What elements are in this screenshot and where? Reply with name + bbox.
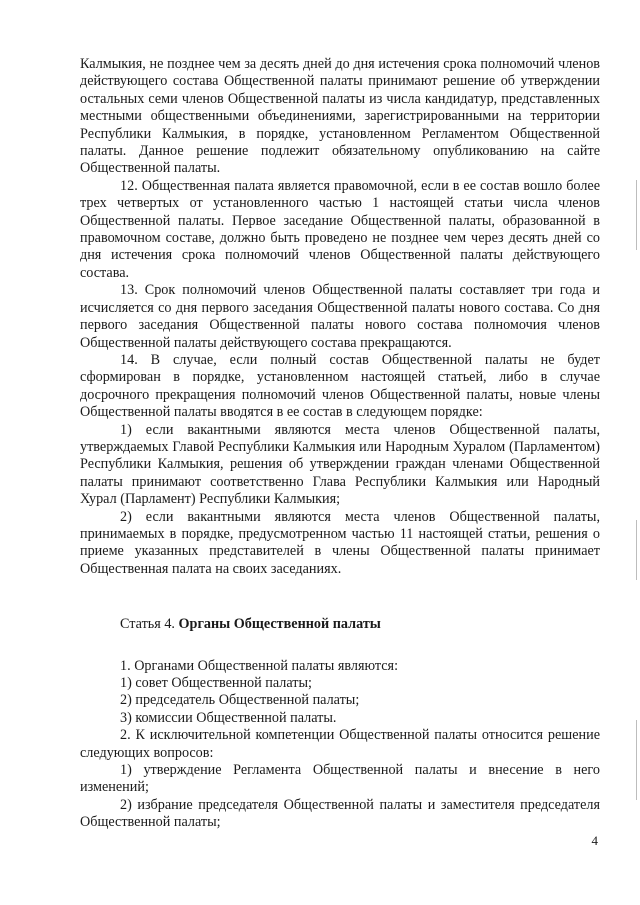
document-page bbox=[80, 56, 600, 832]
paragraph-competence: 2. К исключительной компетенции Общественной палаты относится решение следующих вопросов: bbox=[80, 727, 600, 761]
scan-edge-mark bbox=[636, 180, 637, 250]
list-item: 1. Органами Общественной палаты являются: bbox=[120, 657, 399, 674]
paragraph-14: 14. В случае, если полный состав Общественной палаты не будет сформирован в порядке, установленном настоящей статьей, либо в случае досрочного прекращения полномочий членов Общественной палаты, новые члены Общественной палаты вводятся в ее состав в следующем порядке: bbox=[80, 351, 600, 421]
scan-edge-mark bbox=[636, 520, 637, 580]
paragraph-13: 13. Срок полномочий членов Общественной палаты составляет три года и исчисляется со дня первого заседания Общественной палаты нового состава. Со дня первого заседания Общественной палаты нового состава полномочия членов Общественной палаты действующего состава прекращаются. bbox=[80, 282, 600, 351]
paragraph-continuation: Калмыкия, не позднее чем за десять дней до дня истечения срока полномочий членов действующего состава Общественной палаты принимают решение об утверждении остальных семи членов Общественной палаты из числа кандидатур, представленных местными общественными объединениями, зарегистрированными на территории Республики Калмыкия, в порядке, установленном Регламентом Общественной палаты. Данное решение подлежит обязательному опубликованию на сайте Общественной палаты. bbox=[80, 56, 600, 177]
list-item: 1) совет Общественной палаты; bbox=[120, 675, 312, 691]
list-item: 3) комиссии Общественной палаты. bbox=[120, 709, 337, 726]
heading-gap bbox=[80, 634, 600, 658]
list-item: 2) председатель Общественной палаты; bbox=[120, 692, 360, 709]
article-prefix: Статья 4. bbox=[120, 616, 179, 633]
section-gap bbox=[80, 578, 600, 616]
scan-edge-mark bbox=[636, 720, 637, 800]
paragraph-competence-item-1: 1) утверждение Регламента Общественной палаты и внесение в него изменений; bbox=[80, 762, 600, 796]
article-heading bbox=[80, 616, 600, 633]
paragraph-competence-item-2: 2) избрание председателя Общественной палаты и заместителя председателя Общественной палаты; bbox=[80, 796, 600, 831]
article-title: Органы Общественной палаты bbox=[178, 616, 381, 633]
paragraph-14-item-1: 1) если вакантными являются места членов Общественной палаты, утверждаемых Главой Республики Калмыкия или Народным Хуралом (Парламентом) Республики Калмыкия, решения об утверждении граждан членами Общественной палаты принимают соответственно Глава Республики Калмыкия или Народный Хурал (Парламент) Республики Калмыкия; bbox=[80, 421, 600, 508]
paragraph-12: 12. Общественная палата является правомочной, если в ее состав вошло более трех четвертых от установленного частью 1 настоящей статьи числа членов Общественной палаты. Первое заседание Общественной палаты, образованной в правомочном составе, должно быть проведено не позднее чем через десять дней со дня истечения срока полномочий членов Общественной палаты действующего состава. bbox=[80, 177, 600, 281]
page-number: 4 bbox=[591, 833, 598, 848]
paragraph-14-item-2: 2) если вакантными являются места членов Общественной палаты, принимаемых в порядке, предусмотренном частью 11 настоящей статьи, решения о приеме указанных представителей в члены Общественной палаты принимает Общественная палата на своих заседаниях. bbox=[80, 508, 600, 577]
